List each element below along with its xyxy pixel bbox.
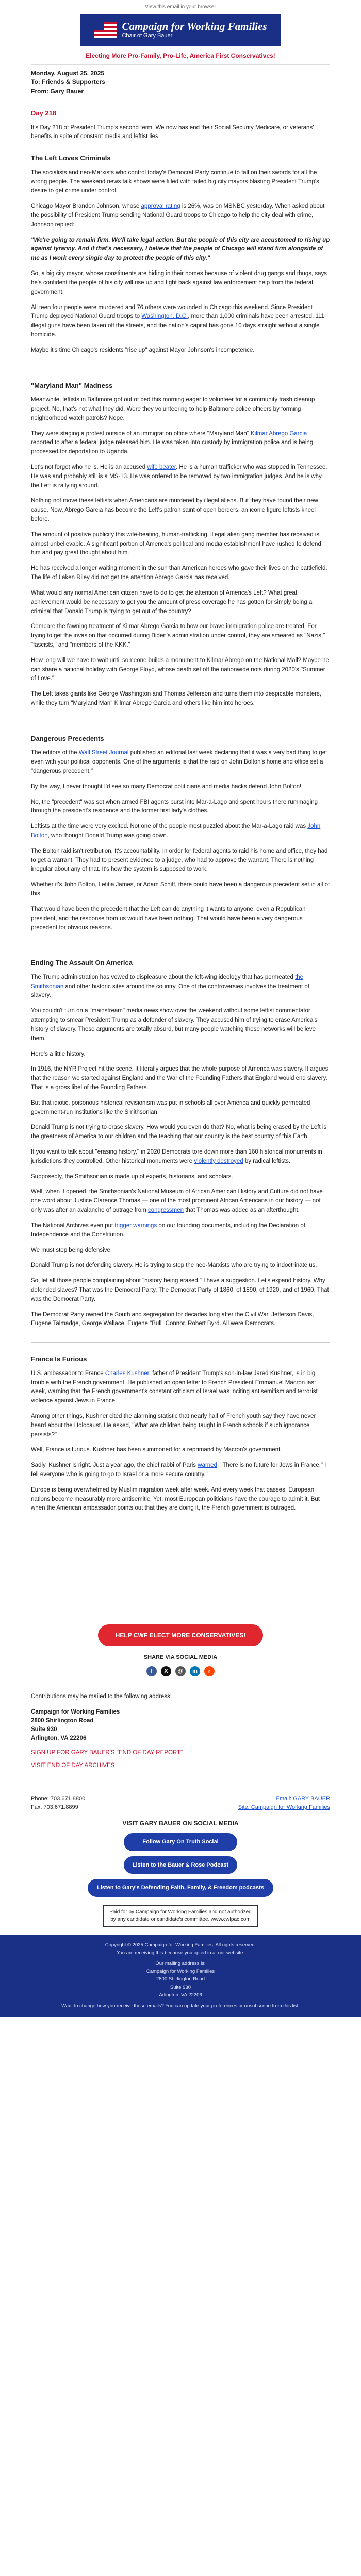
memo-to: To: Friends & Supporters — [31, 78, 105, 86]
section-title-france: France Is Furious — [31, 1355, 87, 1363]
trigger-warnings-link[interactable]: trigger warnings — [114, 1222, 157, 1229]
paragraph: But that idiotic, poisonous historical revisionism was put in schools all over America and quickly permeated government-run institutions like the Smithsonian. — [31, 1099, 310, 1115]
paragraph: In 1916, the NYR Project hit the scene. It literally argues that the whole purpose of America was slavery. It argues that the reason we started against England and the War of the Founding Fathers that England would end slavery. That is a gross libel of the Founding Fathers. — [31, 1066, 329, 1091]
visit-social-heading: VISIT GARY BAUER ON SOCIAL MEDIA — [122, 1820, 239, 1827]
paragraph: So, let all those people complaining about "history being erased," I have a suggestion. Let's expand history. Why defended slaves? That was the Democrat Party. The Democrat Party of 1860, of 1890, of 1920, and of 1960. That was the Democrat Party. — [31, 1278, 329, 1302]
wife-beater-link[interactable]: wife beater — [147, 464, 176, 470]
paragraph: We must stop being defensive! — [31, 1247, 112, 1253]
paragraph: Compare the fawning treatment of Kilmar Abrego Garcia to how our brave immigration police are treated. For trying to get the invasion that occurred during Biden's administration under control, they are smeared as "Nazis," "fascists," and "members of the KKK." — [31, 623, 325, 648]
paragraph: You couldn't turn on a "mainstream" media news show over the weekend without some leftist commentator attempting to smear President Trump as a defender of slavery. They accused him of trying to erase America's history of slavery. These arguments are totally absurd, but many people watching these networks will believe them. — [31, 1008, 318, 1042]
paragraph: So, a big city mayor, whose constituents are hiding in their homes because of violent drug gangs and thugs, says he's confident the people of his city will rise up and fight back against law enforcement help from the federal government. — [31, 270, 327, 295]
org-name: Campaign for Working Families — [31, 1708, 120, 1715]
view-in-browser-bar — [0, 0, 361, 14]
paragraph: He has received a longer waiting moment in the sun than American heroes who gave their lives on the battlefield. The life of Laken Riley did not get the attention Abrego Garcia has received. — [31, 565, 327, 581]
bauer-rose-podcast-button[interactable]: Listen to the Bauer & Rose Podcast — [124, 1856, 237, 1874]
paragraph: Well, France is furious. Kushner has been summoned for a reprimand by Macron's government. — [31, 1447, 282, 1453]
unsubscribe-link[interactable]: Want to change how you receive these emails? You can update your preferences or unsubscribe from this list. — [61, 2003, 300, 2009]
washington-dc-link[interactable]: Washington, D.C. — [141, 313, 188, 320]
johnson-quote: "We're going to remain firm. We'll take legal action. But the people of this city are accustomed to rising up against tyranny. And if that's necessary, I believe that the people of Chicago will stand firm alongside of me as I work every single day to protect the people of this city." — [31, 236, 330, 262]
section-divider — [31, 1342, 330, 1343]
paragraph: Donald Trump is not defending slavery. He is trying to stop the neo-Marxists who are trying to indoctrinate us. — [31, 1262, 317, 1269]
memo-date: Monday, August 25, 2025 — [31, 70, 105, 77]
section-title-assault: Ending The Assault On America — [31, 959, 133, 967]
mailing-street: 2800 Shirlington Road — [156, 1976, 205, 1982]
paragraph: The amount of positive publicity this wife-beating, human-trafficking, illegal alien gang member has received is almost unbelievable. A significant portion of America's political and media establishment have rushed to defend him and pay great thought about him. — [31, 531, 321, 556]
share-label: SHARE VIA SOCIAL MEDIA — [143, 1654, 218, 1661]
smithsonian-link[interactable]: the Smithsonian — [31, 974, 304, 990]
contributions-note: Contributions may be mailed to the following address: — [31, 1693, 172, 1700]
signup-link[interactable]: SIGN UP FOR GARY BAUER'S "END OF DAY REPORT" — [31, 1749, 183, 1756]
paragraph: Here's a little history. — [31, 1050, 86, 1057]
paragraph: The editors of the Wall Street Journal published an editorial last week declaring that it was a very bad thing to get even with your political opponents. One of the arguments is that the raid on John Bolton's home and office set a "dangerous precedent." — [31, 750, 327, 774]
fax-text: Fax: 703.671.8899 — [31, 1804, 78, 1810]
paragraph: Meanwhile, leftists in Baltimore got out of bed this morning eager to volunteer for a community trash cleanup project. No, that's not what they did. Were they volunteering to help Baltimore police officers by forming neighborhood watch patrols? Nope. — [31, 397, 315, 421]
mailing-suite: Suite 930 — [170, 1984, 191, 1990]
brand-banner[interactable] — [80, 14, 281, 46]
paragraph: Whether it's John Bolton, Letitia James, or Adam Schiff, there could have been a dangerous precedent set in all of this. — [31, 882, 330, 897]
kilmar-abrego-garcia-link[interactable]: Kilmar Abrego Garcia — [251, 430, 307, 437]
paragraph: Leftists at the time were very excited. Not one of the people most puzzled about the Mar-a-Lago raid was John Bolton, who thought Donald Trump was going down. — [31, 823, 321, 839]
paragraph: All teen four people were murdered and 76 others were wounded in Chicago this weekend. Since President Trump deployed National Guard troops to Washington, D.C., more than 1,000 criminals have been arrested, 111 illegal guns have been taken off the streets, and the nation's capital has gone 10 days straight without a single homicide. — [31, 304, 324, 338]
paragraph: The socialists and neo-Marxists who control today's Democrat Party continue to fall on their swords for all the wrong people. The weekend news talk shows were filled with failed big city mayors blasting President Trump's desire to get crime under control. — [31, 169, 319, 194]
suite: Suite 930 — [31, 1726, 57, 1733]
reddit-icon[interactable]: r — [204, 1666, 215, 1676]
help-elect-button[interactable]: HELP CWF ELECT MORE CONSERVATIVES! — [98, 1624, 263, 1646]
day-label: Day 218 — [31, 109, 57, 117]
email-link[interactable]: Email: GARY BAUER — [275, 1795, 330, 1802]
flag-icon — [94, 22, 117, 38]
paragraph: Europe is being overwhelmed by Muslim migration week after week. And every week that passes, European nations become measurably more antisemitic. Yet, most European politicians have the courage to admit it. But when the American ambassador points out that they are doing it, the French government is outraged. — [31, 1486, 320, 1512]
paragraph: Let's not forget who he is. He is an accused wife beater. He is a human trafficker who was stopped in Tennessee. He was and probably still is a MS-13. He was ordered to be removed by two immigration judges. And he is why the Left is rallying around. — [31, 464, 327, 489]
paragraph: Nothing not move these leftists when Americans are murdered by illegal aliens. But they have found their new cause. Now, Abrego Garcia has become the Left's patron saint of open borders, an iconic figure leftists kneel before. — [31, 498, 318, 523]
copyright: Copyright © 2025 Campaign for Working Families, All rights reserved. — [105, 1942, 256, 1948]
paragraph: How long will we have to wait until someone builds a monument to Kilmar Abrego on the National Mall? Maybe he can share a national holiday with George Floyd, whose death set off the nationwide riots during 2020's "Summer of Love." — [31, 657, 329, 682]
linkedin-icon[interactable]: in — [190, 1666, 200, 1676]
intro-paragraph: It's Day 218 of President Trump's second term. We now has end their Social Security Medicare, or veterans' benefits in spite of constant media and leftist lies. — [31, 124, 314, 140]
contact-bar — [31, 1790, 330, 1814]
facebook-icon[interactable]: f — [146, 1666, 157, 1676]
mailing-label: Our mailing address is: — [155, 1960, 206, 1967]
violently-destroyed-link[interactable]: violently destroyed — [194, 1158, 243, 1164]
mailing-address — [31, 1708, 330, 1743]
defending-podcast-button[interactable]: Listen to Gary's Defending Faith, Family, & Freedom podcasts — [88, 1879, 273, 1897]
paragraph: Supposedly, the Smithsonian is made up of experts, historians, and scholars. — [31, 1173, 233, 1180]
paragraph: That would have been the precedent that the Left can do anything it wants to anyone, even a Republican president, and the response from us would have been nothing. That would have been a very dangerous precedent for obvious reasons. — [31, 906, 306, 931]
subscribed-note: You are receiving this because you opted in at our website. — [117, 1950, 244, 1956]
email-icon[interactable]: @ — [175, 1666, 186, 1676]
paragraph: If you want to talk about "erasing history," in 2020 Democrats tore down more than 160 historical monuments in jurisdictions they controlled. Other historical monuments were violently destroyed by radical leftists. — [31, 1149, 322, 1164]
paragraph: Maybe it's time Chicago's residents "rise up" against Mayor Johnson's incompetence. — [31, 347, 255, 353]
warned-link[interactable]: warned — [198, 1462, 217, 1469]
approval-rating-link[interactable]: approval rating — [141, 203, 180, 210]
paragraph: Well, when it opened, the Smithsonian's National Museum of African American History and Culture did not have one word about Justice Clarence Thomas — one of the most prominent African Americans in our history — not only was after an avalanche of outrage from congressmen that Thomas was added as an afterthought. — [31, 1189, 323, 1214]
paragraph: What would any normal American citizen have to do to get the attention of America's Left? What great achievement would be necessary to get you the amount of press coverage he has gotten for simply being a criminal that Donald Trump is trying to get out of the country? — [31, 589, 313, 615]
brand-name: Campaign for Working Families — [122, 20, 267, 32]
footer-legal — [0, 1935, 361, 2018]
paragraph: The Democrat Party owned the South and segregation for decades long after the Civil War. Jefferson Davis, Eugene Talmadge, George Wallace, Eugene "Bull" Connor. Robert Byrd. All were Democrats. — [31, 1311, 314, 1327]
phone-text: Phone: 703.671.8800 — [31, 1795, 86, 1802]
archives-link[interactable]: VISIT END OF DAY ARCHIVES — [31, 1762, 115, 1769]
mailing-city: Arlington, VA 22206 — [159, 1992, 202, 1998]
brand-subtitle: Chair of Gary Bauer — [122, 32, 173, 39]
paragraph: Among other things, Kushner cited the alarming statistic that nearly half of French youth say they have never heard about the Holocaust. He asked, "What are children being taught in French schools if such ignorance persists?" — [31, 1413, 316, 1438]
congressmen-link[interactable]: congressmen — [147, 1207, 184, 1214]
paragraph: Chicago Mayor Brandon Johnson, whose approval rating is 26%, was on MSNBC yesterday. When asked about the possibility of President Trump sending National Guard troops to Chicago to help the city deal with crime, Johnson replied: — [31, 203, 325, 228]
paragraph: The National Archives even put trigger warnings on our founding documents, including the Declaration of Independence and the Constitution. — [31, 1222, 305, 1238]
share-icons-row — [31, 1666, 330, 1676]
memo-from: From: Gary Bauer — [31, 87, 84, 95]
paragraph: The Trump administration has vowed to displeasure about the left-wing ideology that has permeated the Smithsonian and other historic sites around the country. One of the controversies involves the treatment of slavery. — [31, 974, 309, 999]
john-bolton-link[interactable]: John Bolton — [31, 823, 321, 839]
paid-for-disclaimer: Paid for by Campaign for Working Families and not authorized by any candidate or candidate's committee. www.cwfpac.com — [103, 1905, 258, 1927]
paragraph: Sadly, Kushner is right. Just a year ago, the chief rabbi of Paris warned, "There is no future for Jews in France." I fell everyone who is going to go to Israel or a more secure country." — [31, 1462, 326, 1478]
paragraph: U.S. ambassador to France Charles Kushner, father of President Trump's son-in-law Jared Kushner, is in big trouble with the French government. He published an open letter to French President Emmanuel Macron last week, warning that the French government's constant criticism of Israel was inciting antisemitism and terrorist violence against Jews in France. — [31, 1370, 318, 1404]
view-in-browser-link[interactable]: View this email in your browser — [145, 4, 216, 10]
city: Arlington, VA 22206 — [31, 1735, 87, 1742]
mailing-org: Campaign for Working Families — [146, 1969, 215, 1975]
section-title-maryland: "Maryland Man" Madness — [31, 381, 113, 389]
site-link[interactable]: Site: Campaign for Working Families — [238, 1804, 330, 1810]
tagline: Electing More Pro-Family, Pro-Life, America First Conservatives! — [31, 46, 330, 65]
memo-header — [31, 65, 330, 99]
street: 2800 Shirlington Road — [31, 1717, 94, 1724]
paragraph: Donald Trump is not trying to erase slavery. How would you even do that? No, what is being erased by the Left is the greatness of America to our children and the teaching that our country is the best country of this Earth. — [31, 1124, 327, 1140]
wall-street-journal-link[interactable]: Wall Street Journal — [78, 750, 129, 756]
truth-social-button[interactable]: Follow Gary On Truth Social — [124, 1833, 237, 1851]
paragraph: No, the "precedent" was set when armed FBI agents burst into Mar-a-Lago and spent hours there rummaging through the president's residence and the former first lady's clothes. — [31, 799, 318, 815]
paragraph: By the way, I never thought I'd see so many Democrat politicians and media hacks defend John Bolton! — [31, 783, 302, 790]
paragraph: They were staging a protest outside of an immigration office where "Maryland Man" Kilmar Abrego Garcia reported to after a federal judge released him. He was taken into custody by immigration police and is being processed for deportation to Uganda. — [31, 430, 314, 455]
x-icon[interactable]: X — [161, 1666, 171, 1676]
section-title-precedents: Dangerous Precedents — [31, 734, 104, 742]
paragraph: The Left takes giants like George Washington and Thomas Jefferson and turns them into despicable monsters, while they turn "Maryland Man" Kilmar Abrego Garcia and others like him into heroes. — [31, 691, 321, 707]
charles-kushner-link[interactable]: Charles Kushner — [105, 1370, 149, 1377]
paragraph: The Bolton raid isn't retribution. It's accountability. In order for federal agents to raid his home and office, they had to get a warrant. They had to present evidence to a judge, who had to approve the warrant. There is nothing irregular about any of that. It's how the system is supposed to work. — [31, 848, 328, 873]
section-title-criminals: The Left Loves Criminals — [31, 154, 111, 162]
